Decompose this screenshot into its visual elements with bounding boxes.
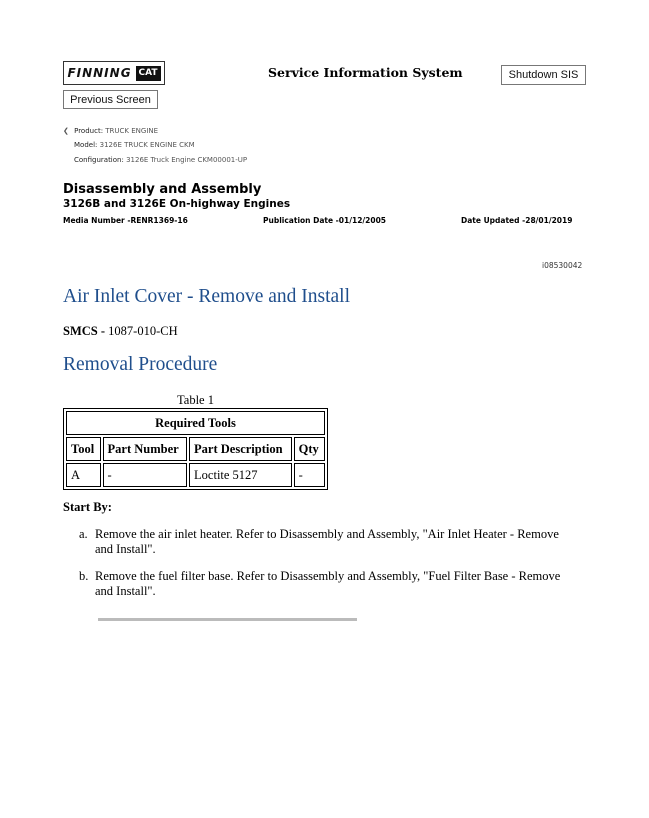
configuration-value: 3126E Truck Engine CKM00001-UP: [126, 156, 248, 164]
page-heading: Air Inlet Cover - Remove and Install: [63, 286, 351, 307]
table-title: Required Tools: [66, 411, 325, 435]
previous-screen-button[interactable]: Previous Screen: [63, 90, 158, 109]
shutdown-sis-button[interactable]: Shutdown SIS: [501, 65, 586, 85]
product-line: [63, 127, 158, 135]
smcs-label: SMCS -: [63, 324, 106, 338]
finning-cat-logo: [63, 61, 165, 85]
column-header: Tool: [66, 437, 101, 461]
document-id: i08530042: [542, 261, 583, 270]
finning-logo-text: FINNING: [67, 66, 132, 80]
section-heading: Removal Procedure: [63, 354, 218, 375]
media-number: Media Number -RENR1369-16: [63, 216, 188, 225]
model-label: Model:: [74, 141, 98, 149]
start-by-label: Start By:: [63, 500, 112, 514]
document-title: Disassembly and Assembly: [63, 182, 262, 197]
table-header-row: [66, 437, 325, 461]
column-header: Part Description: [189, 437, 292, 461]
table-cell: Loctite 5127: [189, 463, 292, 487]
product-value: TRUCK ENGINE: [105, 127, 159, 135]
product-label: Product:: [74, 127, 104, 135]
table-cell: A: [66, 463, 101, 487]
required-tools-table: [63, 408, 328, 490]
smcs-value: 1087-010-CH: [105, 324, 178, 338]
date-updated: Date Updated -28/01/2019: [461, 216, 573, 225]
list-marker: b.: [79, 569, 89, 583]
list-item-text: Remove the air inlet heater. Refer to Disassembly and Assembly, "Air Inlet Heater - Remove and Install".: [95, 527, 559, 556]
document-subtitle: 3126B and 3126E On-highway Engines: [63, 198, 291, 210]
configuration-label: Configuration:: [74, 156, 124, 164]
model-line: [74, 141, 195, 149]
table-cell: -: [294, 463, 325, 487]
publication-date: Publication Date -01/12/2005: [263, 216, 387, 225]
configuration-line: [74, 156, 247, 164]
column-header: Part Number: [103, 437, 188, 461]
list-item: [79, 527, 579, 559]
divider: [98, 618, 357, 621]
back-arrow-icon[interactable]: ❮: [63, 127, 69, 135]
table-row: [66, 463, 325, 487]
list-item: [79, 569, 579, 601]
cat-logo-mark: CAT: [136, 66, 161, 81]
list-marker: a.: [79, 527, 88, 541]
model-value: 3126E TRUCK ENGINE CKM: [99, 141, 195, 149]
table-caption: Table 1: [177, 393, 214, 407]
smcs-code: [63, 324, 178, 339]
table-cell: -: [103, 463, 188, 487]
list-item-text: Remove the fuel filter base. Refer to Disassembly and Assembly, "Fuel Filter Base - Remove and Install".: [95, 569, 561, 598]
system-title: Service Information System: [268, 65, 463, 80]
column-header: Qty: [294, 437, 325, 461]
